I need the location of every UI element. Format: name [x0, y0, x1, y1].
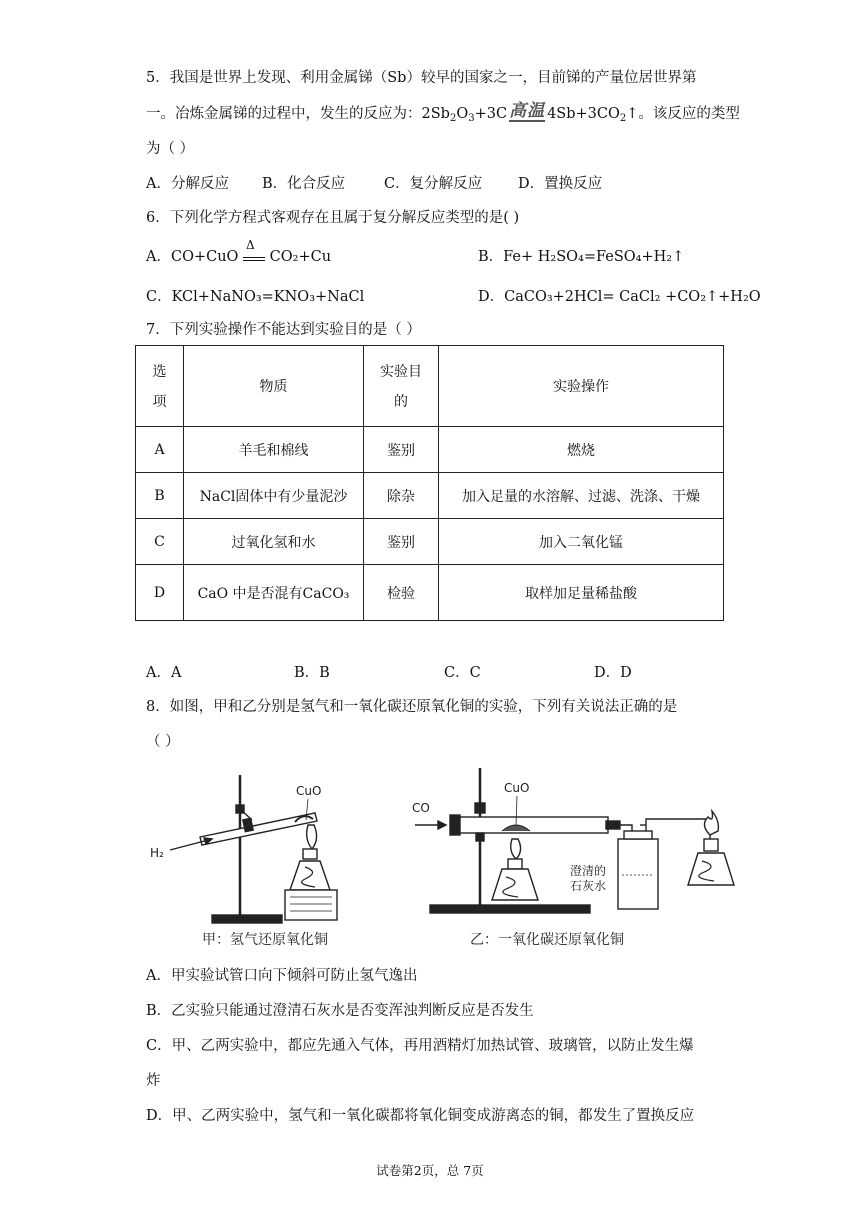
q5-reaction-condition: 高温 [509, 101, 546, 121]
q6-option-a[interactable] [146, 238, 332, 267]
heat-condition-sign [243, 238, 265, 261]
co-arrow [438, 821, 446, 829]
q6-option-c[interactable]: C．KCl+NaNO₃=KNO₃+NaCl [146, 289, 365, 305]
q5-stem-line3: 为（ ） [146, 141, 195, 157]
cell-goal: 鉴别 [364, 427, 439, 473]
cell-material: 羊毛和棉线 [184, 427, 364, 473]
q8-stem-line1: 8．如图，甲和乙分别是氢气和一氧化碳还原氧化铜的实验，下列有关说法正确的是 [146, 699, 678, 715]
cell-option: C [136, 519, 184, 565]
table-row [136, 473, 724, 519]
q7-stem: 7．下列实验操作不能达到实验目的是（ ） [146, 322, 421, 338]
table-header-row [136, 346, 724, 427]
table-row [136, 427, 724, 473]
q5-sub: 2 [619, 113, 627, 124]
cell-option: D [136, 565, 184, 621]
table-row [136, 519, 724, 565]
header-goal: 实验目 的 [364, 346, 439, 427]
header-material: 物质 [184, 346, 364, 427]
table-row [136, 565, 724, 621]
q7-option-d[interactable]: D．D [594, 665, 632, 681]
q8-option-c-line2[interactable]: 炸 [146, 1073, 161, 1089]
q7-option-c[interactable]: C．C [444, 665, 481, 681]
cell-goal: 鉴别 [364, 519, 439, 565]
q7-option-a[interactable]: A．A [146, 665, 182, 681]
alcohol-lamp [492, 869, 538, 900]
cell-material: 过氧化氢和水 [184, 519, 364, 565]
cell-operation: 取样加足量稀盐酸 [439, 565, 724, 621]
caption-right: 乙：一氧化碳还原氧化铜 [470, 932, 624, 948]
q6-option-d[interactable]: D．CaCO₃+2HCl= CaCl₂ +CO₂↑+H₂O [478, 289, 761, 305]
q6-option-b[interactable]: B．Fe+ H₂SO₄=FeSO₄+H₂↑ [478, 249, 685, 265]
q5-equation-part: 4Sb+3CO [547, 106, 620, 122]
caption-left: 甲：氢气还原氧化铜 [202, 932, 328, 948]
q5-equation-part: +3C [474, 106, 508, 122]
q5-stem-line2 [146, 101, 740, 129]
q5-sub: 2 [449, 113, 457, 124]
cell-goal: 检验 [364, 565, 439, 621]
q5-stem-line1: 5．我国是世界上发现、利用金属锑（Sb）较早的国家之一，目前锑的产量位居世界第 [146, 70, 697, 86]
q8-stem-line2: （ ） [146, 734, 180, 750]
q5-equation-start: 一。冶炼金属锑的过程中，发生的反应为：2Sb [146, 106, 450, 122]
q8-option-b[interactable]: B．乙实验只能通过澄清石灰水是否变浑浊判断反应是否发生 [146, 1003, 534, 1019]
delta-symbol: Δ [246, 238, 255, 252]
stand-base [212, 915, 282, 923]
header-option: 选 项 [136, 346, 184, 427]
cell-material: NaCl固体中有少量泥沙 [184, 473, 364, 519]
q5-sub: 3 [468, 113, 475, 124]
q6-stem: 6．下列化学方程式客观存在且属于复分解反应类型的是( ) [146, 210, 520, 226]
limewater-label-2: 石灰水 [570, 879, 607, 893]
cell-goal: 除杂 [364, 473, 439, 519]
cell-operation: 加入足量的水溶解、过滤、洗涤、干燥 [439, 473, 724, 519]
page-footer: 试卷第2页，总 7页 [376, 1163, 484, 1178]
cuo-label-right: CuO [504, 781, 530, 795]
limewater-label-1: 澄清的 [570, 864, 607, 878]
apparatus-figure [140, 765, 740, 955]
cell-option: B [136, 473, 184, 519]
cuo-label-left: CuO [296, 784, 322, 798]
limewater-bottle [618, 839, 658, 909]
q7-table [135, 345, 724, 621]
cell-option: A [136, 427, 184, 473]
header-operation: 实验操作 [439, 346, 724, 427]
stand-base [430, 905, 590, 913]
q5-option-a[interactable]: A．分解反应 [146, 176, 229, 192]
wooden-block [285, 890, 337, 920]
q8-option-a[interactable]: A．甲实验试管口向下倾斜可防止氢气逸出 [146, 968, 418, 984]
q8-option-c-line1[interactable]: C．甲、乙两实验中，都应先通入气体，再用酒精灯加热试管、玻璃管，以防止发生爆 [146, 1038, 694, 1054]
cell-material: CaO 中是否混有CaCO₃ [184, 565, 364, 621]
cell-operation: 燃烧 [439, 427, 724, 473]
co-label: CO [412, 801, 430, 815]
q5-stem-end: ↑。该反应的类型 [626, 106, 740, 122]
q5-option-c[interactable]: C．复分解反应 [384, 176, 483, 192]
q5-equation-part: O [456, 106, 469, 122]
q8-option-d[interactable]: D．甲、乙两实验中，氢气和一氧化碳都将氧化铜变成游离态的铜，都发生了置换反应 [146, 1108, 695, 1124]
q5-option-d[interactable]: D．置换反应 [518, 176, 603, 192]
q5-option-b[interactable]: B．化合反应 [262, 176, 346, 192]
cell-operation: 加入二氧化锰 [439, 519, 724, 565]
q7-option-b[interactable]: B．B [294, 665, 330, 681]
q6-a-reactants: A．CO+CuO [146, 249, 239, 265]
glass-tube [458, 817, 608, 833]
q6-a-products: CO₂+Cu [269, 249, 332, 265]
h2-label: H₂ [150, 846, 164, 860]
